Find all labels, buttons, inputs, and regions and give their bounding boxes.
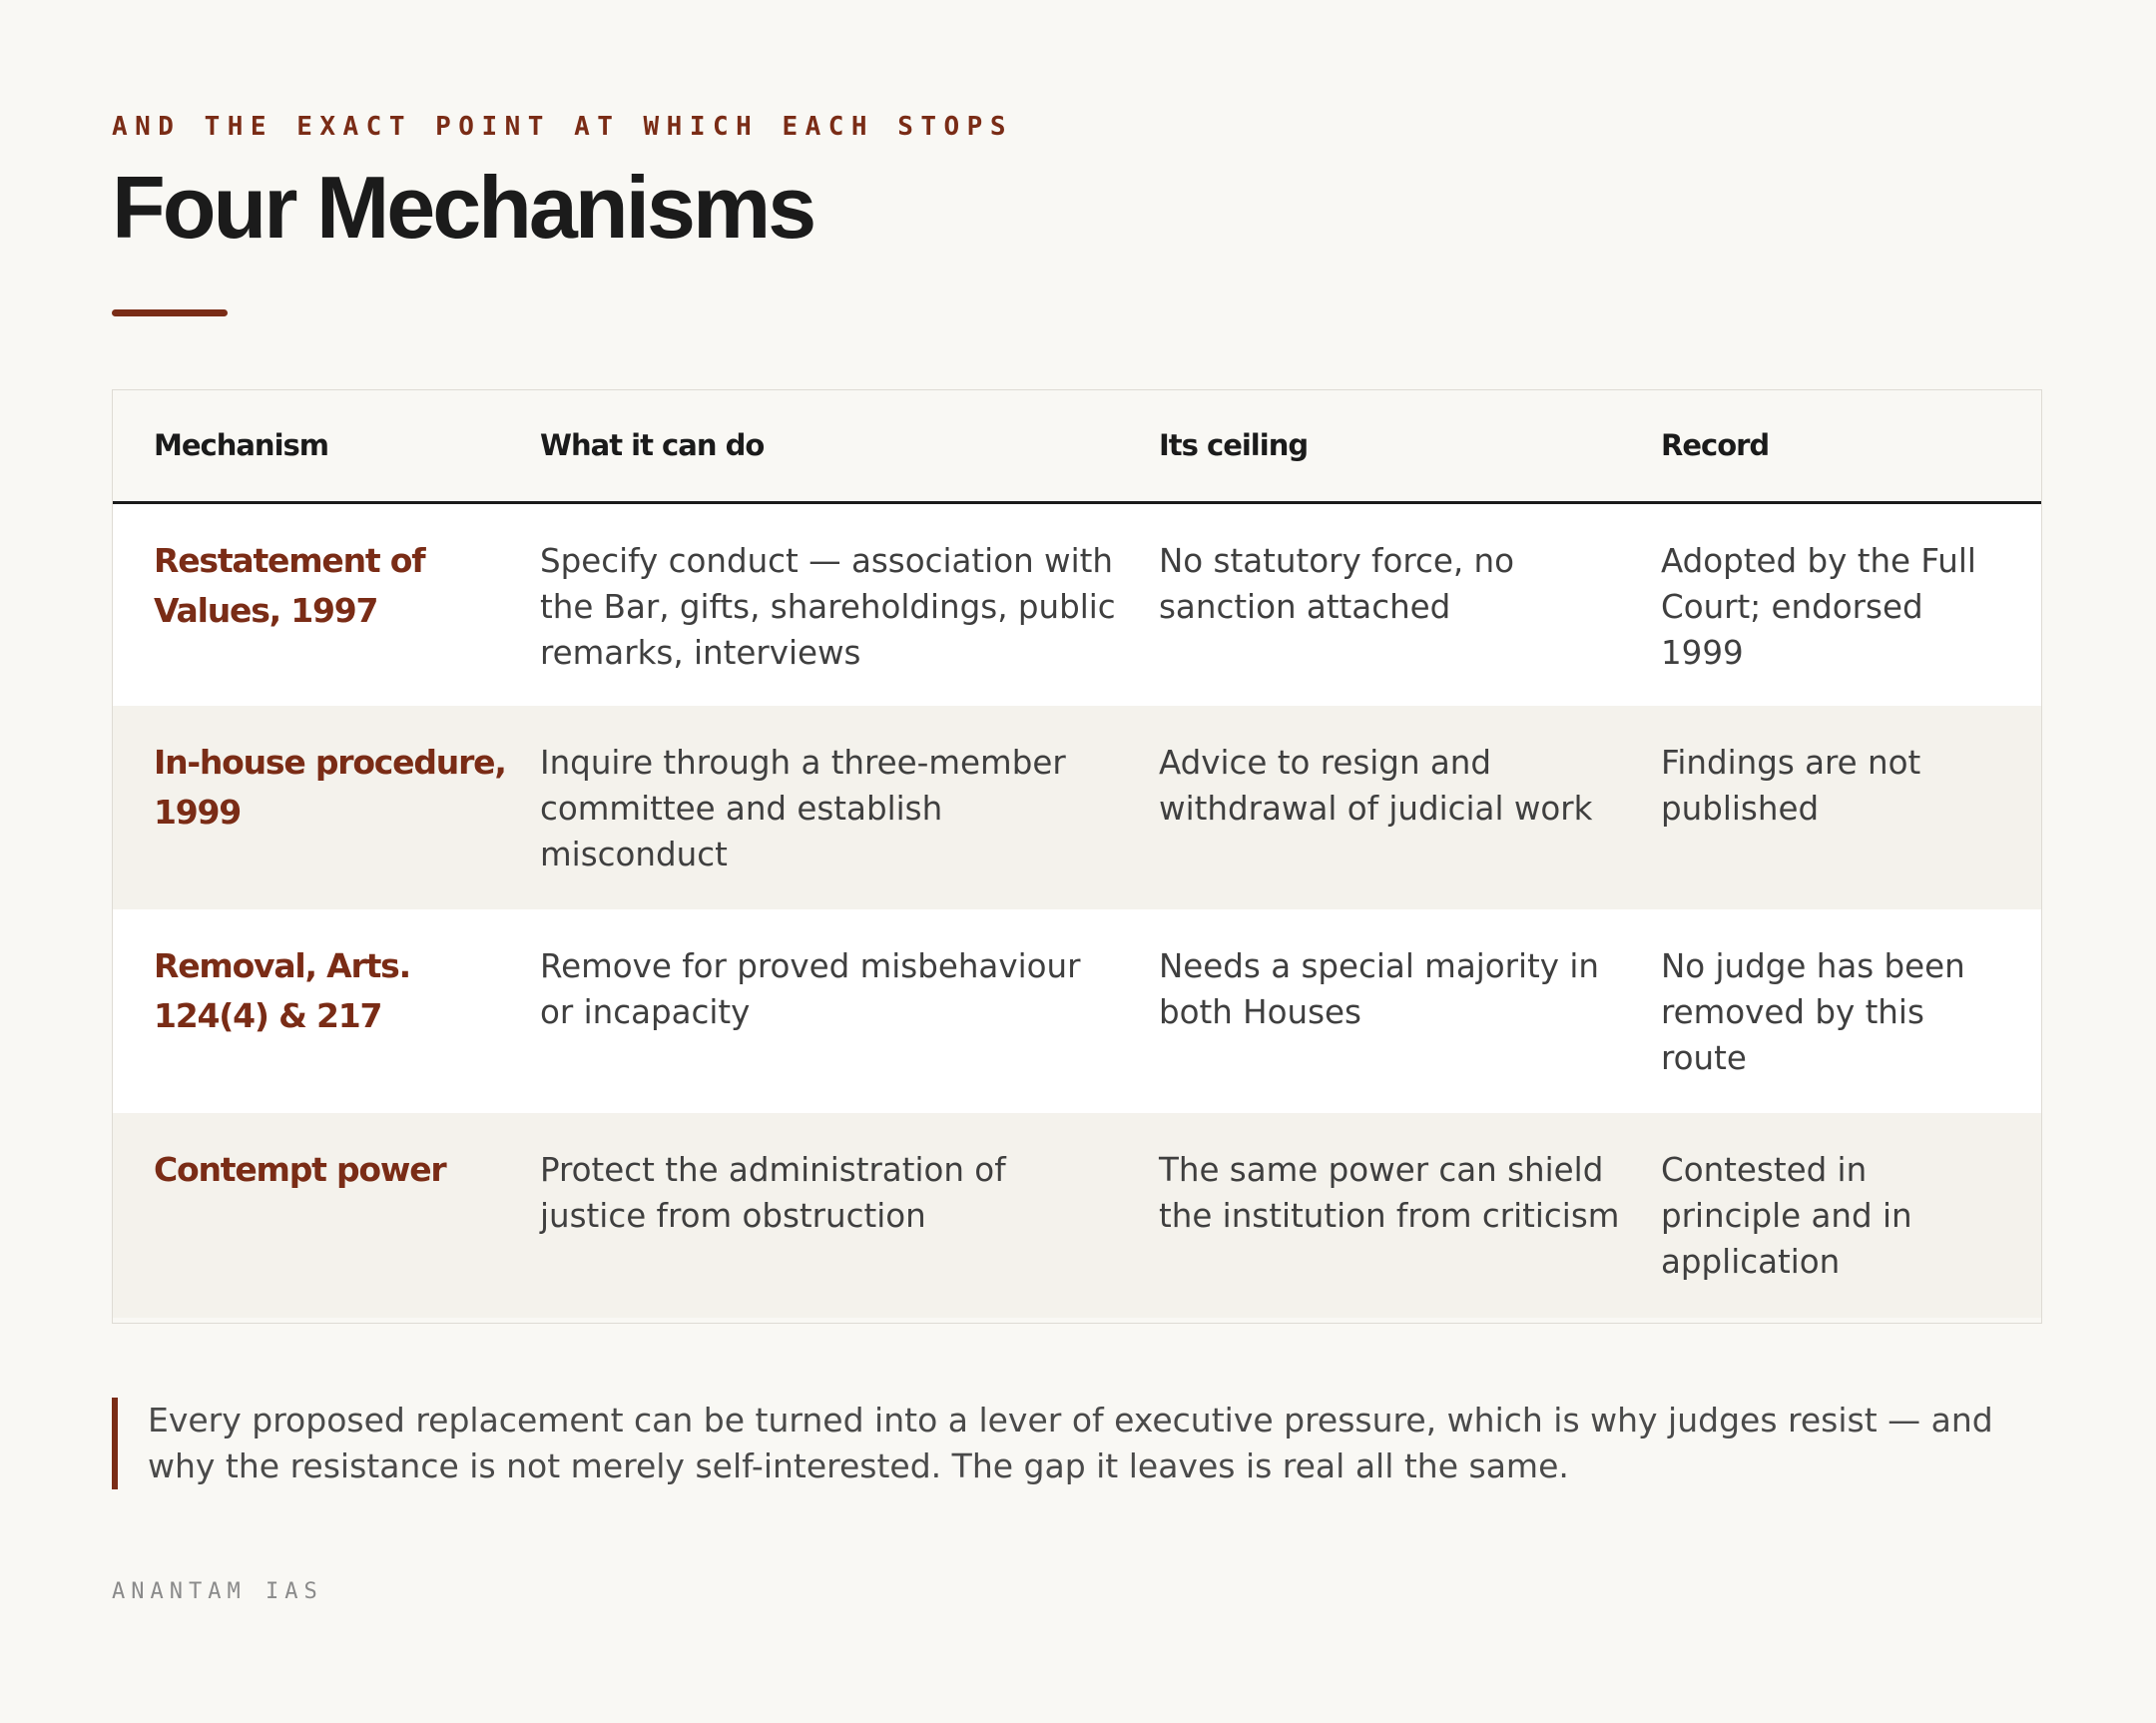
column-header-mechanism: Mechanism	[113, 390, 540, 502]
can-do-cell: Specify conduct — association with the Bar, gifts, shareholdings, public remarks, interviews	[540, 541, 1116, 672]
ceiling-cell: Advice to resign and withdrawal of judicial work	[1159, 744, 1593, 828]
ceiling-cell: Needs a special majority in both Houses	[1159, 947, 1599, 1031]
mechanisms-table-container	[112, 389, 2042, 1324]
mechanisms-table	[113, 390, 2042, 1318]
header-row	[113, 390, 2042, 502]
mechanism-cell: In-house procedure, 1999	[154, 743, 506, 832]
pull-quote: Every proposed replacement can be turned into a lever of executive pressure, which is why judges resist — and why the resistance is not merely self-interested. The gap it leaves is real all the same.	[112, 1398, 2044, 1489]
record-cell: Contested in principle and in application	[1661, 1151, 1912, 1281]
table-body	[113, 502, 2042, 1318]
record-cell: No judge has been removed by this route	[1661, 947, 1965, 1077]
table-row	[113, 1113, 2042, 1318]
table-row	[113, 706, 2042, 909]
footer-brand: ANANTAM IAS	[112, 1579, 323, 1604]
ceiling-cell: No statutory force, no sanction attached	[1159, 541, 1514, 626]
ceiling-cell: The same power can shield the institution from criticism	[1159, 1151, 1620, 1235]
column-header-its-ceiling: Its ceiling	[1159, 390, 1661, 502]
column-header-record: Record	[1661, 390, 2042, 502]
mechanism-cell: Restatement of Values, 1997	[154, 540, 425, 630]
record-cell: Findings are not published	[1661, 744, 1921, 828]
can-do-cell: Remove for proved misbehaviour or incapacity	[540, 947, 1081, 1031]
title-underline	[112, 309, 228, 316]
table-header	[113, 390, 2042, 502]
mechanism-cell: Contempt power	[154, 1150, 446, 1189]
can-do-cell: Inquire through a three-member committee and establish misconduct	[540, 744, 1066, 873]
can-do-cell: Protect the administration of justice from obstruction	[540, 1151, 1006, 1235]
page-title: Four Mechanisms	[112, 158, 814, 257]
record-cell: Adopted by the Full Court; endorsed 1999	[1661, 541, 1976, 672]
eyebrow: AND THE EXACT POINT AT WHICH EACH STOPS	[112, 112, 1013, 142]
table-row	[113, 909, 2042, 1113]
column-header-what-it-can-do: What it can do	[540, 390, 1159, 502]
table-row	[113, 502, 2042, 706]
mechanism-cell: Removal, Arts. 124(4) & 217	[154, 946, 410, 1035]
